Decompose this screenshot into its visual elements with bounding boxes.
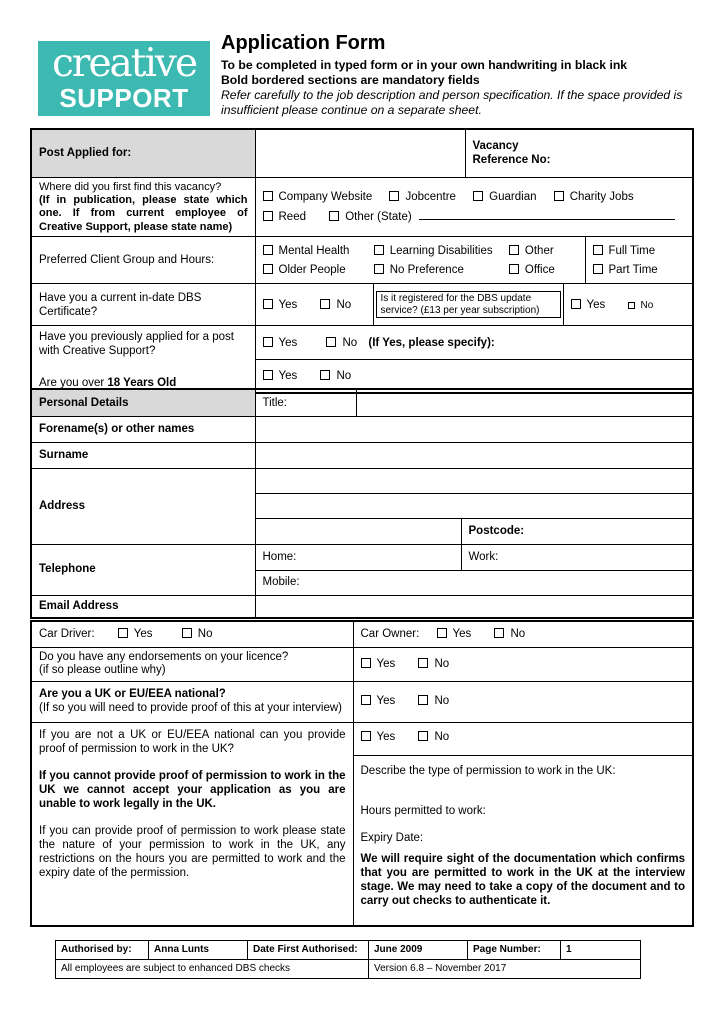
home-label: Home:: [262, 550, 297, 563]
checkbox-icon[interactable]: [263, 191, 273, 201]
option-label: No: [336, 298, 352, 311]
not-national-question: If you are not a UK or EU/EEA national can you provide proof of permission to work in the UK?: [39, 728, 346, 755]
telephone-home-input[interactable]: [255, 544, 461, 570]
checkbox-icon[interactable]: [494, 628, 504, 638]
checkbox-icon[interactable]: [361, 695, 371, 705]
vacancy-ref-line1: Vacancy: [472, 140, 519, 153]
car-owner-cell: [353, 621, 693, 647]
checkbox-icon[interactable]: [418, 731, 428, 741]
checkbox-icon[interactable]: [418, 658, 428, 668]
option-label: Jobcentre: [405, 190, 456, 203]
checkbox-icon[interactable]: [182, 628, 192, 638]
date-first-authorised-value: June 2009: [369, 941, 468, 960]
dbs-checks-note: All employees are subject to enhanced DBS checks: [56, 960, 369, 979]
national-note: (If so you will need to provide proof of this at your interview): [39, 701, 342, 714]
checkbox-endorsements-yes[interactable]: [361, 658, 396, 670]
hours-permitted-label: Hours permitted to work:: [360, 804, 486, 817]
national-question: Are you a UK or EU/EEA national?: [39, 687, 226, 700]
surname-label: Surname: [31, 442, 255, 468]
car-owner-label: Car Owner:: [360, 628, 420, 641]
address-label: Address: [31, 468, 255, 544]
title-input[interactable]: [356, 389, 693, 416]
checkbox-dbs-update-yes[interactable]: [571, 299, 606, 311]
checkbox-company-website[interactable]: [263, 191, 373, 203]
checkbox-age-no[interactable]: [320, 370, 351, 382]
checkbox-national-yes[interactable]: [361, 695, 396, 707]
option-label: Yes: [376, 695, 396, 708]
checkbox-other-state[interactable]: [329, 211, 411, 223]
checkbox-icon[interactable]: [593, 264, 603, 274]
option-label: No Preference: [389, 263, 464, 276]
option-label: Other: [524, 244, 554, 257]
option-label: Charity Jobs: [569, 190, 634, 203]
post-applied-label: Post Applied for:: [31, 129, 255, 177]
header-note-3: Refer carefully to the job description and person specification. If the space provided is insufficient please continue on a separate sheet.: [221, 88, 683, 117]
checkbox-previous-no[interactable]: [326, 337, 357, 349]
email-label: Email Address: [31, 595, 255, 618]
option-label: Guardian: [489, 190, 537, 203]
checkbox-permission-no[interactable]: [418, 731, 449, 743]
checkbox-office[interactable]: [509, 264, 555, 276]
dbs-update-service-label: Is it registered for the DBS update service? (£13 per year subscription): [376, 291, 561, 318]
option-label: No: [434, 695, 450, 708]
checkbox-icon[interactable]: [118, 628, 128, 638]
checkbox-endorsements-no[interactable]: [418, 658, 449, 670]
option-label: Yes: [278, 298, 298, 311]
personal-details-section-label: Personal Details: [31, 389, 255, 416]
checkbox-dbs-no[interactable]: [320, 299, 351, 311]
header-note-1: To be completed in typed form or in your own handwriting in black ink: [221, 58, 628, 72]
checkbox-previous-yes[interactable]: [263, 337, 298, 349]
previous-application-yes-no: [255, 326, 693, 360]
date-first-authorised-label: Date First Authorised:: [248, 941, 369, 960]
checkbox-icon[interactable]: [361, 731, 371, 741]
checkbox-car-owner-no[interactable]: [494, 628, 525, 640]
option-label: Office: [524, 263, 555, 276]
option-label: Yes: [278, 370, 298, 383]
checkbox-icon[interactable]: [628, 302, 635, 309]
authorised-by-value: Anna Lunts: [149, 941, 248, 960]
vacancy-ref-line2: Reference No:: [472, 154, 551, 167]
checkbox-icon[interactable]: [389, 191, 399, 201]
checkbox-icon[interactable]: [263, 264, 273, 274]
postcode-label: Postcode:: [461, 518, 693, 544]
forename-input[interactable]: [255, 416, 693, 442]
other-state-write-in-line[interactable]: [419, 209, 675, 220]
option-label: Yes: [278, 336, 298, 349]
checkbox-icon[interactable]: [263, 299, 273, 309]
checkbox-jobcentre[interactable]: [389, 191, 456, 203]
checkbox-full-time[interactable]: [593, 245, 656, 257]
expiry-date-label: Expiry Date:: [360, 831, 424, 844]
option-label: No: [336, 370, 352, 383]
logo-word-creative: creative: [51, 41, 197, 86]
car-driver-label: Car Driver:: [39, 628, 95, 641]
checkbox-mental-health[interactable]: [263, 244, 371, 258]
option-label: Full Time: [608, 244, 656, 257]
checkbox-icon[interactable]: [418, 695, 428, 705]
option-label: No: [434, 730, 450, 743]
permission-to-work-cell: [31, 722, 353, 926]
checkbox-icon[interactable]: [374, 264, 384, 274]
checkbox-reed[interactable]: [263, 211, 307, 223]
telephone-label: Telephone: [31, 544, 255, 595]
checkbox-icon[interactable]: [374, 245, 384, 255]
option-label: Part Time: [608, 263, 658, 276]
checkbox-icon[interactable]: [571, 299, 581, 309]
checkbox-icon[interactable]: [509, 245, 519, 255]
option-label: Yes: [376, 730, 396, 743]
client-group-label: Preferred Client Group and Hours:: [31, 237, 255, 284]
national-label: [31, 681, 353, 722]
checkbox-part-time[interactable]: [593, 264, 658, 276]
checkbox-icon[interactable]: [263, 245, 273, 255]
previous-application-question: Have you previously applied for a post with Creative Support?: [39, 331, 234, 358]
can-provide-note: If you can provide proof of permission to work please state the nature of your permission to work in the UK, any restrictions on the hours you are permitted to work and the expiry date of the permission.: [39, 824, 346, 879]
checkbox-icon[interactable]: [593, 245, 603, 255]
age-question-bold: 18 Years Old: [107, 377, 177, 390]
where-found-question: Where did you first find this vacancy?: [39, 180, 222, 193]
option-label: No: [197, 628, 213, 641]
checkbox-icon[interactable]: [326, 337, 336, 347]
endorsements-yes-no: [353, 647, 693, 681]
documentation-note: We will require sight of the documentation which confirms that you are permitted to work in the UK at the interview stage. We may need to take a copy of the document and to carry out checks to authenticate it.: [360, 852, 685, 907]
logo-word-support: SUPPORT: [59, 83, 189, 113]
checkbox-age-yes[interactable]: [263, 370, 298, 382]
eligibility-table: [30, 620, 694, 927]
option-label: Yes: [133, 628, 153, 641]
mobile-label: Mobile:: [262, 576, 300, 589]
checkbox-guardian[interactable]: [473, 191, 536, 203]
dbs-update-yes-no: [563, 284, 693, 326]
checkbox-other-group[interactable]: [509, 245, 554, 257]
surname-input[interactable]: [255, 442, 693, 468]
dbs-certificate-label: Have you a current in-date DBS Certificate?: [31, 284, 255, 326]
where-found-label: [31, 177, 255, 237]
option-label: No: [434, 657, 450, 670]
previous-application-label: [31, 326, 255, 394]
option-label: Learning Disabilities: [389, 244, 493, 257]
address-line2-input[interactable]: [255, 493, 693, 518]
email-input[interactable]: [255, 595, 693, 618]
authorisation-footer-table: [55, 940, 641, 979]
client-group-options: [255, 237, 585, 284]
header-note-2: Bold bordered sections are mandatory fields: [221, 73, 480, 87]
checkbox-icon[interactable]: [320, 370, 330, 380]
vacancy-table: [30, 128, 694, 394]
national-yes-no: [353, 681, 693, 722]
option-label: No: [510, 628, 526, 641]
endorsements-question: Do you have any endorsements on your licence?: [39, 650, 289, 663]
address-line3-input[interactable]: [255, 518, 461, 544]
endorsements-label: [31, 647, 353, 681]
checkbox-dbs-update-no[interactable]: [628, 300, 653, 311]
authorised-by-label: Authorised by:: [56, 941, 149, 960]
option-label: Company Website: [278, 190, 373, 203]
telephone-mobile-input[interactable]: [255, 570, 693, 595]
option-label: Yes: [376, 657, 396, 670]
checkbox-icon[interactable]: [361, 658, 371, 668]
checkbox-charity-jobs[interactable]: [554, 191, 634, 203]
checkbox-icon[interactable]: [473, 191, 483, 201]
endorsements-note: (if so please outline why): [39, 664, 166, 676]
address-line1-input[interactable]: [255, 468, 693, 493]
option-label: Yes: [586, 298, 606, 311]
checkbox-icon[interactable]: [509, 264, 519, 274]
checkbox-learning-disabilities[interactable]: [374, 244, 506, 258]
checkbox-icon[interactable]: [554, 191, 564, 201]
describe-permission-label: Describe the type of permission to work in the UK:: [360, 764, 616, 777]
page-title: Application Form: [221, 32, 386, 54]
header-title-block: [221, 32, 696, 118]
vacancy-source-options: [255, 177, 693, 237]
option-label: Mental Health: [278, 244, 350, 257]
forename-label: Forename(s) or other names: [31, 416, 255, 442]
creative-support-logo: [38, 41, 210, 116]
dbs-yes-no: [255, 284, 373, 326]
cannot-provide-note: If you cannot provide proof of permission to work in the UK we cannot accept your application as you are unable to work legally in the UK.: [39, 769, 346, 810]
checkbox-older-people[interactable]: [263, 263, 371, 277]
car-driver-cell: [31, 621, 353, 647]
checkbox-icon[interactable]: [263, 337, 273, 347]
page-number-label: Page Number:: [468, 941, 561, 960]
checkbox-dbs-yes[interactable]: [263, 299, 298, 311]
option-label: Reed: [278, 210, 306, 223]
telephone-work-input[interactable]: [461, 544, 693, 570]
checkbox-car-driver-no[interactable]: [182, 628, 213, 640]
checkbox-icon[interactable]: [329, 211, 339, 221]
checkbox-permission-yes[interactable]: [361, 731, 396, 743]
option-label: Older People: [278, 263, 346, 276]
page-number-value: 1: [561, 941, 641, 960]
age-question-prefix: Are you over: [39, 377, 105, 390]
checkbox-no-preference[interactable]: [374, 263, 506, 277]
not-national-yes-no: [353, 722, 693, 755]
post-applied-input[interactable]: [255, 129, 465, 177]
version-note: Version 6.8 – November 2017: [369, 960, 641, 979]
title-label: Title:: [255, 389, 356, 416]
checkbox-icon[interactable]: [320, 299, 330, 309]
personal-details-table: [30, 388, 694, 619]
checkbox-car-owner-yes[interactable]: [437, 628, 472, 640]
checkbox-icon[interactable]: [263, 370, 273, 380]
option-label: No: [342, 336, 358, 349]
where-found-note: (If in publication, please state which one. If from current employee of Creative Support, please state name): [39, 193, 248, 233]
vacancy-ref-label: [465, 129, 693, 177]
option-label: No: [640, 299, 654, 311]
checkbox-car-driver-yes[interactable]: [118, 628, 153, 640]
checkbox-icon[interactable]: [263, 211, 273, 221]
checkbox-national-no[interactable]: [418, 695, 449, 707]
work-label: Work:: [468, 550, 499, 563]
option-label: Yes: [452, 628, 472, 641]
permission-details-cell[interactable]: [353, 755, 693, 926]
option-label: Other (State): [345, 210, 412, 223]
hours-options: [585, 237, 693, 284]
checkbox-icon[interactable]: [437, 628, 447, 638]
previous-specify-label: (If Yes, please specify):: [368, 336, 495, 349]
